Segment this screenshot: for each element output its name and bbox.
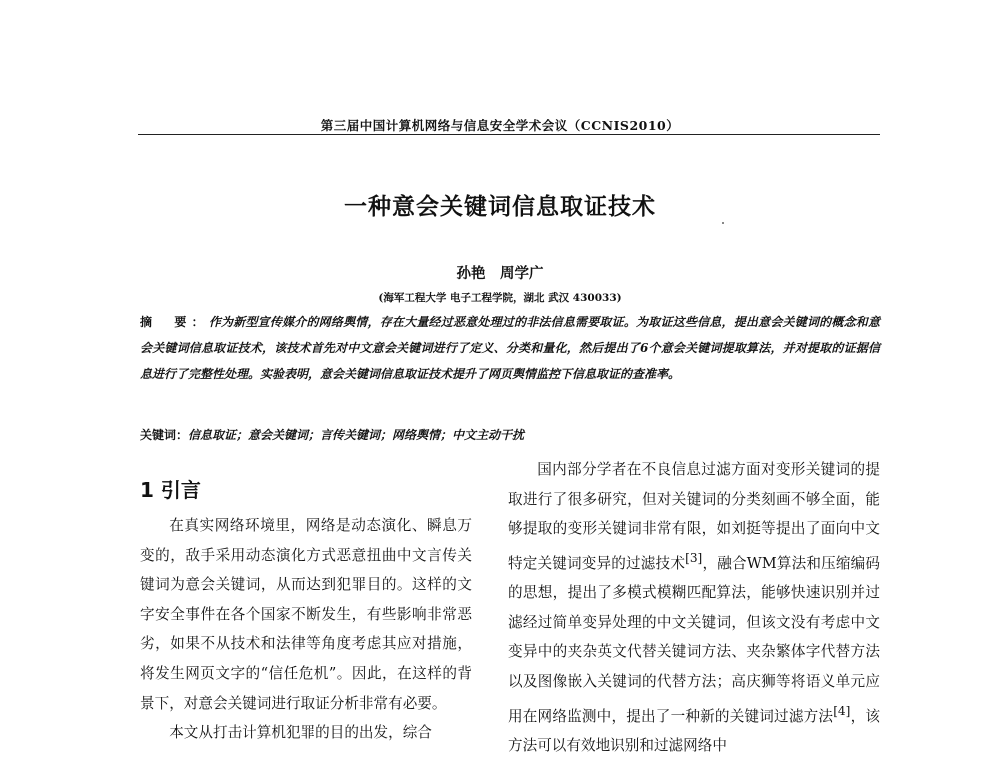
conference-header: 第三届中国计算机网络与信息安全学术会议（CCNIS2010）: [320, 118, 680, 133]
header-rule: [138, 134, 880, 135]
left-column: [140, 511, 472, 748]
abstract: [140, 309, 880, 387]
citation-ref: [4]: [833, 703, 851, 718]
paragraph: 本文从打击计算机犯罪的目的出发，综合: [169, 724, 432, 742]
paper-title: 一种意会关键词信息取证技术: [344, 194, 656, 220]
paragraph: 在真实网络环境里，网络是动态演化、瞬息万变的，敌手采用动态演化方式恶意扭曲中文言传关键词为意会关键词，从而达到犯罪目的。这样的文字安全事件在各个国家不断发生，有些影响非常恶劣，如果不从技术和法律等角度考虑其应对措施，将发生网页文字的“信任危机”。因此，在这样的背景下，对意会关键词进行取证分析非常有必要。: [140, 517, 472, 712]
paper-authors: 孙艳 周学广: [456, 265, 544, 282]
paragraph: [508, 455, 880, 761]
right-column: [508, 455, 880, 761]
citation-ref: [3]: [685, 550, 703, 565]
section-heading: 1 引言: [140, 478, 201, 502]
abstract-text: 作为新型宣传媒介的网络舆情，存在大量经过恶意处理过的非法信息需要取证。为取证这些信息，提出意会关键词的概念和意会关键词信息取证技术，该技术首先对中文意会关键词进行了定义、分类和量化，然后提出了6个意会关键词提取算法，并对提取的证据信息进行了完整性处理。实验表明，意会关键词信息取证技术提升了网页舆情监控下信息取证的查准率。: [140, 315, 880, 381]
paper-affiliation: (海军工程大学 电子工程学院，湖北 武汉 430033): [378, 292, 622, 304]
keywords: [140, 426, 880, 443]
paragraph-text: 国内部分学者在不良信息过滤方面对变形关键词的提取进行了很多研究，但对关键词的分类刻画不够全面，能够提取的变形关键词非常有限，如刘挺等提出了面向中文特定关键词变异的过滤技术: [508, 461, 880, 572]
scan-speck: [722, 222, 724, 224]
keywords-text: 信息取证；意会关键词；言传关键词；网络舆情；中文主动干扰: [188, 428, 525, 442]
paragraph-text: ，该方法可以有效地识别和过滤网络中: [508, 707, 880, 755]
paragraph-text: ，融合WM算法和压缩编码的思想，提出了多模式模糊匹配算法，能够快速识别并过滤经过简单变异处理的中文关键词，但该文没有考虑中文变异中的夹杂英文代替关键词方法、夹杂繁体字代替方法以及图像嵌入关键词的代替方法；高庆狮等将语义单元应用在网络监测中，提出了一种新的关键词过滤方法: [508, 554, 880, 725]
keywords-label: 关键词：: [140, 428, 189, 442]
abstract-label: 摘 要：: [140, 315, 209, 329]
